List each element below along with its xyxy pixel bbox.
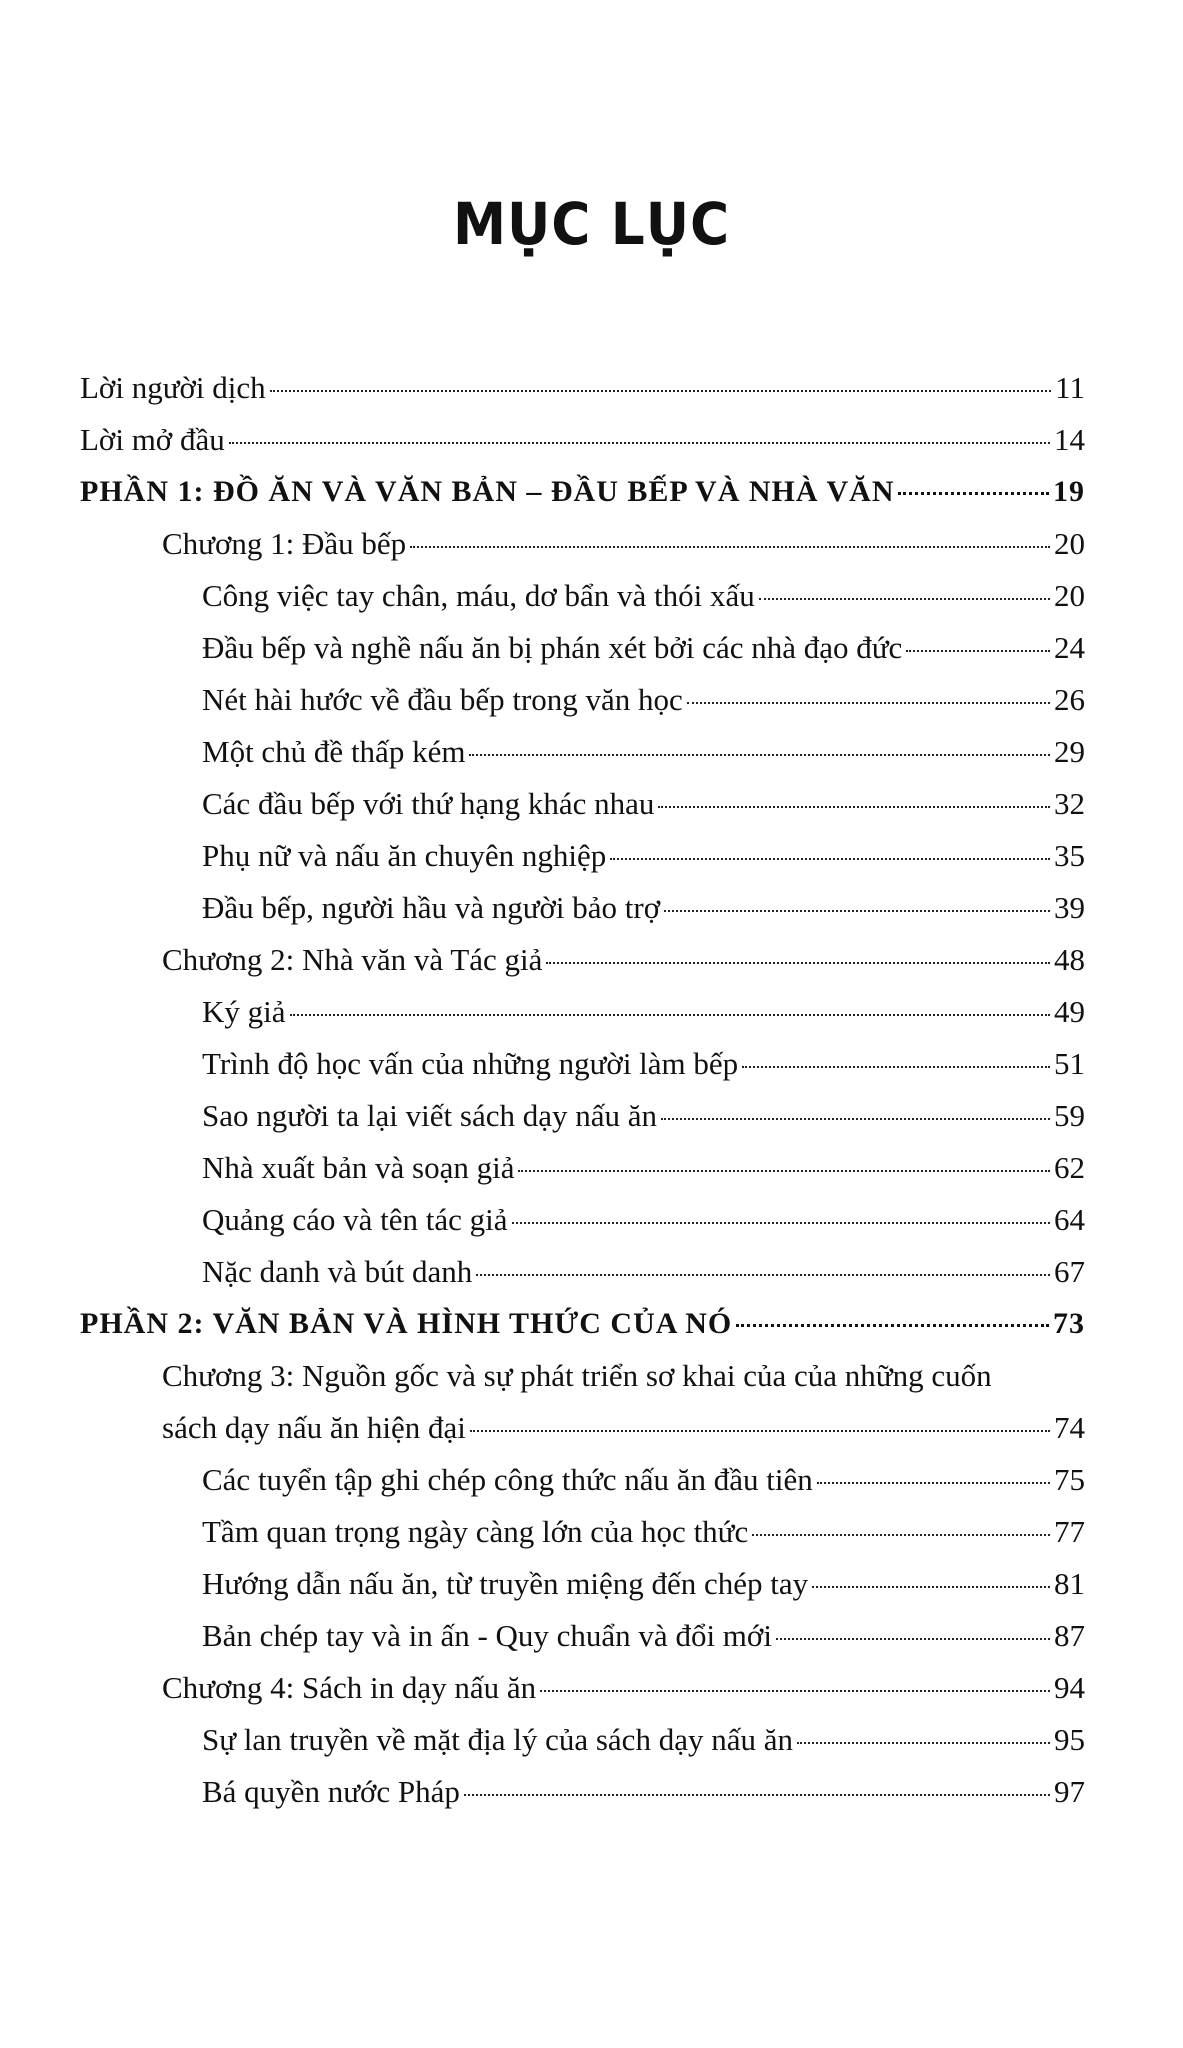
dot-leader: [742, 1066, 1050, 1068]
toc-page-number: 24: [1054, 630, 1085, 665]
toc-entry-label: Lời mở đầu: [80, 422, 225, 457]
dot-leader: [797, 1742, 1050, 1744]
dot-leader: [664, 910, 1050, 912]
toc-page-number: 73: [1053, 1307, 1085, 1340]
toc-page-number: 29: [1054, 734, 1085, 769]
toc-page-number: 39: [1054, 890, 1085, 925]
toc-entry-section[interactable]: [80, 882, 1085, 934]
dot-leader: [661, 1118, 1050, 1120]
toc-entry-label: Các đầu bếp với thứ hạng khác nhau: [202, 786, 655, 821]
dot-leader: [410, 546, 1050, 548]
toc-entry-label: Công việc tay chân, máu, dơ bẩn và thói xấu: [202, 578, 755, 613]
toc-entry-section[interactable]: [80, 1506, 1085, 1558]
toc-page-number: 75: [1054, 1462, 1085, 1497]
dot-leader: [736, 1324, 1049, 1327]
dot-leader: [540, 1690, 1050, 1692]
toc-page-number: 32: [1054, 786, 1085, 821]
toc-page-number: 35: [1054, 838, 1085, 873]
toc-page-number: 51: [1054, 1046, 1085, 1081]
toc-page-number: 26: [1054, 682, 1085, 717]
toc-entry-label: Bá quyền nước Pháp: [202, 1774, 460, 1809]
toc-page-number: 87: [1054, 1618, 1085, 1653]
toc-entry-label: Quảng cáo và tên tác giả: [202, 1202, 508, 1237]
toc-page-number: 94: [1054, 1670, 1085, 1705]
toc-entry-section[interactable]: [80, 570, 1085, 622]
toc-page-number: 67: [1054, 1254, 1085, 1289]
toc-entry-section[interactable]: [80, 1610, 1085, 1662]
toc-entry-label: Đầu bếp và nghề nấu ăn bị phán xét bởi các nhà đạo đức: [202, 630, 903, 665]
toc-entry-label: PHẦN 1: ĐỒ ĂN VÀ VĂN BẢN – ĐẦU BẾP VÀ NHÀ VĂN: [80, 475, 895, 508]
toc-entry-chapter-3[interactable]: [80, 1350, 1085, 1454]
toc-entry-label: Ký giả: [202, 994, 286, 1029]
toc-entry-section[interactable]: [80, 1714, 1085, 1766]
toc-entry-part-2[interactable]: [80, 1298, 1085, 1350]
toc-entry-label: Các tuyển tập ghi chép công thức nấu ăn đầu tiên: [202, 1462, 813, 1497]
dot-leader: [610, 858, 1050, 860]
toc-entry-label: Chương 2: Nhà văn và Tác giả: [162, 942, 543, 977]
toc-entry-chapter-2[interactable]: [80, 934, 1085, 986]
dot-leader: [469, 754, 1050, 756]
toc-entry-section[interactable]: [80, 778, 1085, 830]
dot-leader: [470, 1430, 1050, 1432]
toc-entry-label: Nhà xuất bản và soạn giả: [202, 1150, 515, 1185]
toc-page-number: 48: [1054, 942, 1085, 977]
toc-page-number: 64: [1054, 1202, 1085, 1237]
toc-entry-section[interactable]: [80, 674, 1085, 726]
dot-leader: [752, 1534, 1050, 1536]
dot-leader: [270, 390, 1052, 392]
toc-entry-label: Một chủ đề thấp kém: [202, 734, 466, 769]
toc-page-number: 74: [1054, 1410, 1085, 1445]
toc-entry-label: Lời người dịch: [80, 370, 266, 405]
dot-leader: [518, 1170, 1050, 1172]
toc-entry-label: Trình độ học vấn của những người làm bếp: [202, 1046, 739, 1081]
toc-page-number: 20: [1054, 578, 1085, 613]
dot-leader: [776, 1638, 1050, 1640]
dot-leader: [812, 1586, 1050, 1588]
toc-entry-label: Bản chép tay và in ấn - Quy chuẩn và đổi mới: [202, 1618, 772, 1653]
dot-leader: [906, 650, 1050, 652]
toc-entry-section[interactable]: [80, 1090, 1085, 1142]
toc-page-number: 77: [1054, 1514, 1085, 1549]
dot-leader: [546, 962, 1050, 964]
toc-entry-section[interactable]: [80, 1558, 1085, 1610]
toc-entry-label: Chương 4: Sách in dạy nấu ăn: [162, 1670, 537, 1705]
toc-page-number: 20: [1054, 526, 1085, 561]
dot-leader: [229, 442, 1050, 444]
toc-page-number: 19: [1053, 475, 1085, 508]
toc-page-number: 81: [1054, 1566, 1085, 1601]
dot-leader: [290, 1014, 1050, 1016]
toc-entry-part-1[interactable]: [80, 466, 1085, 518]
toc-entry-label: Nét hài hước về đầu bếp trong văn học: [202, 682, 683, 717]
dot-leader: [817, 1482, 1050, 1484]
page-title: MỤC LỤC: [452, 190, 731, 258]
toc-entry-section[interactable]: [80, 1454, 1085, 1506]
toc-entry-label: Sao người ta lại viết sách dạy nấu ăn: [202, 1098, 658, 1133]
toc-page-number: 62: [1054, 1150, 1085, 1185]
dot-leader: [658, 806, 1050, 808]
toc-page-number: 14: [1054, 422, 1085, 457]
dot-leader: [759, 598, 1050, 600]
table-of-contents: [80, 362, 1085, 1818]
toc-page-number: 11: [1055, 370, 1085, 405]
toc-entry-section[interactable]: [80, 986, 1085, 1038]
toc-page-number: 97: [1054, 1774, 1085, 1809]
toc-entry-label-continued: [162, 1402, 1085, 1454]
dot-leader: [464, 1794, 1050, 1796]
toc-entry-section[interactable]: [80, 1766, 1085, 1818]
toc-entry-label: Phụ nữ và nấu ăn chuyên nghiệp: [202, 838, 607, 873]
toc-entry-section[interactable]: [80, 1194, 1085, 1246]
toc-page-number: 49: [1054, 994, 1085, 1029]
toc-entry-label: Chương 1: Đầu bếp: [162, 526, 407, 561]
toc-entry-label: Nặc danh và bút danh: [202, 1254, 473, 1289]
dot-leader: [476, 1274, 1050, 1276]
toc-entry-label: Tầm quan trọng ngày càng lớn của học thức: [202, 1514, 749, 1549]
toc-entry-label: Hướng dẫn nấu ăn, từ truyền miệng đến chép tay: [202, 1566, 809, 1601]
toc-entry-section[interactable]: [80, 1038, 1085, 1090]
toc-entry-label: Sự lan truyền về mặt địa lý của sách dạy nấu ăn: [202, 1722, 793, 1757]
dot-leader: [687, 702, 1050, 704]
toc-entry-section[interactable]: [80, 622, 1085, 674]
toc-entry-chapter-1[interactable]: [80, 518, 1085, 570]
toc-entry-label: Đầu bếp, người hầu và người bảo trợ: [202, 890, 661, 925]
dot-leader: [512, 1222, 1050, 1224]
toc-entry-chapter-4[interactable]: [80, 1662, 1085, 1714]
toc-page-number: 95: [1054, 1722, 1085, 1757]
toc-entry-section[interactable]: [80, 726, 1085, 778]
toc-entry-label: Chương 3: Nguồn gốc và sự phát triển sơ khai của của những cuốn: [162, 1358, 992, 1393]
toc-entry-section[interactable]: [80, 830, 1085, 882]
toc-page-number: 59: [1054, 1098, 1085, 1133]
toc-entry-section[interactable]: [80, 1142, 1085, 1194]
toc-entry-preface[interactable]: [80, 414, 1085, 466]
toc-entry-translator-note[interactable]: [80, 362, 1085, 414]
toc-entry-label-line2: sách dạy nấu ăn hiện đại: [162, 1410, 466, 1445]
toc-entry-section[interactable]: [80, 1246, 1085, 1298]
dot-leader: [898, 492, 1049, 495]
toc-entry-label: PHẦN 2: VĂN BẢN VÀ HÌNH THỨC CỦA NÓ: [80, 1307, 733, 1340]
